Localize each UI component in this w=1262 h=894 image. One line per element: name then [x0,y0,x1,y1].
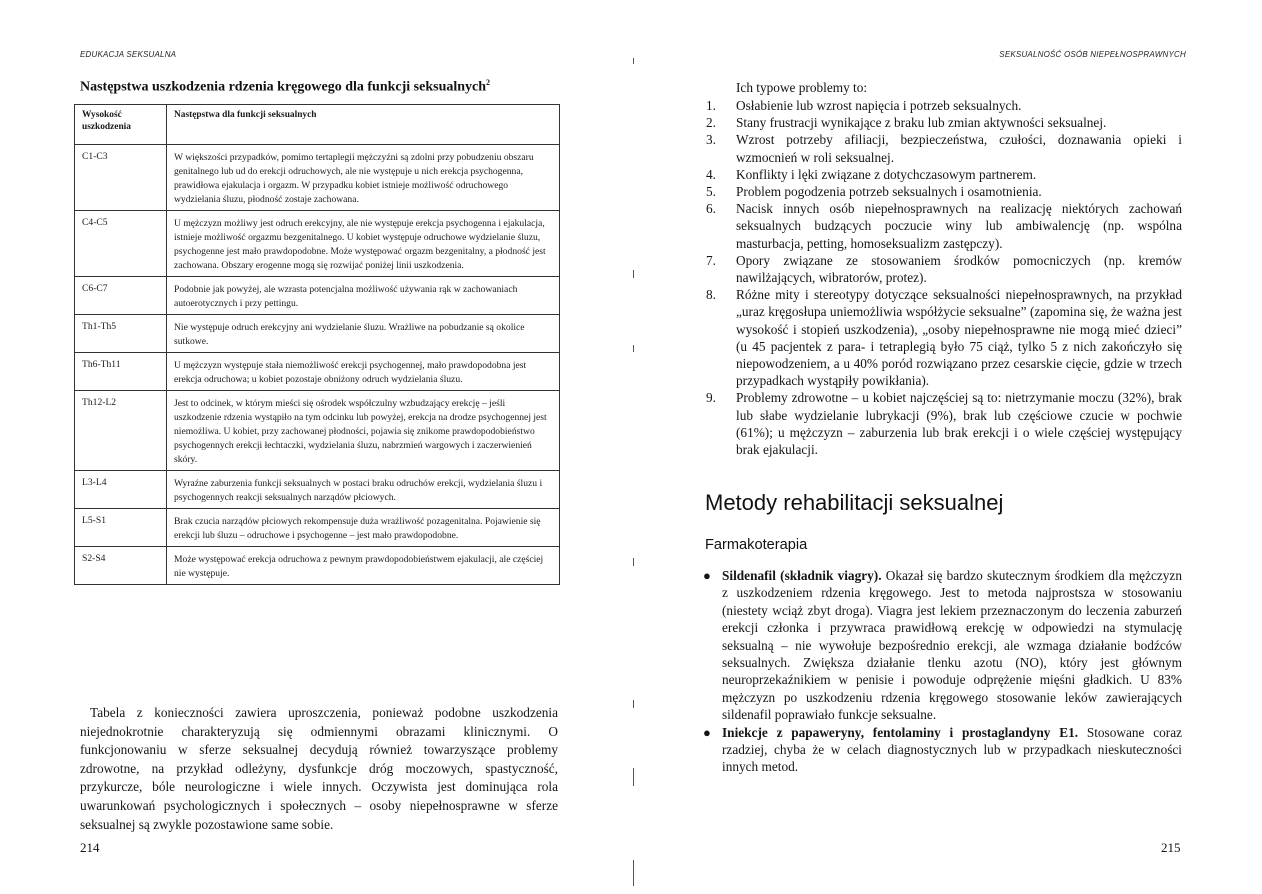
item-lead: Sildenafil (składnik viagry). [722,568,882,583]
list-item [706,200,1182,252]
list-number: 4. [706,166,716,182]
list-number: 1. [706,98,716,113]
gutter-mark [633,700,634,708]
list-item [706,97,1182,114]
gutter-mark [633,768,634,786]
cell-effects: Brak czucia narządów płciowych rekompensuje duża wrażliwość pozagenitalna. Pojawienie się erekcji lub śluzu – odruchowe i psychogenne – jest mało prawdopodobne. [167,509,560,547]
list-number: 5. [706,184,716,200]
header-level: Wysokość uszkodzenia [75,105,167,145]
list-number: 6. [706,201,716,217]
list-text: Problemy zdrowotne – u kobiet najczęściej są to: nietrzymanie moczu (32%), brak lub słabe wydzielanie lubrykacji (9%), brak lub częściowe czucie w pochwie (61%); u mężczyzn – zaburzenia lub brak erekcji i o wiele częściej występujący brak ejakulacji. [736,390,1182,458]
table-row [75,471,560,509]
list-item [706,131,1182,165]
table-row [75,353,560,391]
cell-level: Th12-L2 [75,391,167,471]
list-text: Różne mity i stereotypy dotyczące seksualności niepełnosprawnych, na przykład „uraz kręgosłupa uniemożliwia współżycie seksualne” (zapomina się, że ważna jest wysokość i stopień uszkodzenia), „osoby niepełnosprawne nie mogą mieć dzieci” (u 45 pacjentek z para- i tetraplegią było 75 ciąż, tylko 5 z nich zakończyło się niepowodzeniem, a u 40% poród rozwiązano przez cesarskie cięcie, gdzie w trzech przypadkach wystąpiły powikłania). [736,287,1182,389]
list-number: 2. [706,115,716,131]
list-text: Nacisk innych osób niepełnosprawnych na realizację niektórych zachowań seksualnych budzących poczucie winy lub ambiwalencję (np. wspólna masturbacja, petting, homoseksualizm zastępczy). [736,201,1182,251]
item-text: Okazał się bardzo skutecznym środkiem dla mężczyzn z uszkodzeniem rdzenia kręgowego. Jest to metoda najprostsza w stosowaniu (niestety wciąż zbyt droga). Viagra jest lekiem przeznaczonym do leczenia zaburzeń erekcji członka i przywraca prawidłową erekcję w odpowiedzi na stymulację seksualną – nie wywołuje bezpośrednio erekcji, ale wzmaga działanie bodźców seksualnych. Zwiększa działanie tlenku azotu (NO), który jest głównym neuroprzekaźnikiem w penisie i powoduje odprężenie mięśni gładkich. U 83% mężczyzn po uszkodzeniu rdzenia kręgowego stosowanie leków zawierających sildenafil poprawiało funkcje seksualne. [722,568,1182,723]
item-lead: Iniekcje z papaweryny, fentolaminy i prostaglandyny E1. [722,724,1079,740]
cell-effects: Nie występuje odruch erekcyjny ani wydzielanie śluzu. Wrażliwe na pobudzanie są okolice sutkowe. [167,315,560,353]
header-effects: Następstwa dla funkcji seksualnych [167,105,560,145]
table-row [75,509,560,547]
cell-effects: Jest to odcinek, w którym mieści się ośrodek współczulny wzbudzający erekcję – jeśli uszkodzenie rdzenia wystąpiło na tym odcinku lub powyżej, erekcja na drodze psychogennej jest niemożliwa. U kobiet, przy zachowanej płodności, pojawia się znikome prawdopodobieństwo psychogennych erekcji łechtaczki, wydzielania śluzu, nabrzmień wargowych i zaczerwienień skóry. [167,391,560,471]
list-item [703,724,1182,776]
list-item [706,114,1182,131]
gutter-mark [633,345,634,352]
list-text: Konflikty i lęki związane z dotychczasowym partnerem. [736,166,1037,182]
spinal-injury-table [74,104,560,585]
list-number: 9. [706,390,716,406]
running-head-left: EDUKACJA SEKSUALNA [80,50,177,59]
list-text: Problem pogodzenia potrzeb seksualnych i osamotnienia. [736,184,1042,200]
body-paragraph: Tabela z konieczności zawiera uproszczenia, ponieważ podobne uszkodzenia niejednokrotnie charakteryzują się odmiennymi obrazami klinicznymi. O funkcjonowaniu w sferze seksualnej decydują również towarzyszące problemy zdrowotne, na przykład odleżyny, dysfunkcje dróg moczowych, spastyczność, przykurcze, bóle neurologiczne i wiele innych. Oczywista jest dominująca rola uwarunkowań psychologicznych i społecznych – osoby niepełnosprawne w sferze seksualnej są zwykle pozostawione same sobie. [80,705,558,832]
cell-effects: Podobnie jak powyżej, ale wzrasta potencjalna możliwość używania rąk w zachowaniach autoerotycznych i przy pettingu. [167,277,560,315]
table-row [75,315,560,353]
cell-level: L3-L4 [75,471,167,509]
table-row [75,211,560,277]
table-header-row [75,105,560,145]
cell-effects: U mężczyzn występuje stała niemożliwość erekcji psychogennej, mało prawdopodobna jest erekcja odruchowa; u kobiet pozostaje obniżony odruch wydzielania śluzu. [167,353,560,391]
table-row [75,145,560,211]
running-head-right: SEKSUALNOŚĆ OSÓB NIEPEŁNOSPRAWNYCH [999,50,1186,59]
page-number-right: 215 [1161,840,1181,855]
list-item [706,286,1182,389]
list-item [706,389,1182,458]
gutter-mark [633,860,634,886]
table-title: Następstwa uszkodzenia rdzenia kręgowego dla funkcji seksualnych$^2$ [80,78,491,95]
problems-intro: Ich typowe problemy to: [736,80,868,95]
problems-list [706,97,1182,458]
table-row [75,391,560,471]
cell-level: Th6-Th11 [75,353,167,391]
gutter-mark [633,58,634,64]
list-number: 7. [706,252,716,268]
list-text: Stany frustracji wynikające z braku lub zmian aktywności seksualnej. [736,115,1107,131]
list-item [706,252,1182,286]
section-title: Metody rehabilitacji seksualnej [705,490,1004,515]
cell-level: Th1-Th5 [75,315,167,353]
cell-effects: U mężczyzn możliwy jest odruch erekcyjny, ale nie występuje erekcja psychogenna i ejakulacja, istnieje możliwość orgazmu bezgenitalnego. U kobiet występuje odruchowe wydzielanie śluzu, psychogenne jest mało prawdopodobne. Może występować orgazm bezgenitalny, a płodność jest zachowana. Obszary erogenne mogą się rozwijać poniżej linii uszkodzenia. [167,211,560,277]
list-item [706,166,1182,183]
list-text: Osłabienie lub wzrost napięcia i potrzeb seksualnych. [736,98,1022,113]
bullet-icon: ● [703,724,711,740]
item-text: Stosowane coraz rzadziej, chyba że w celach diagnostycznych lub w przypadkach nieskuteczności innych metod. [722,724,1182,775]
list-number: 3. [706,132,716,148]
page-number-left: 214 [80,840,100,855]
table-title-footnote: 2 [486,78,491,87]
cell-effects: W większości przypadków, pomimo tertaplegii mężczyźni są zdolni przy pobudzeniu obszaru genitalnego lub ud do erekcji odruchowych, ale nie występuje u nich erekcja psychogenna, prawidłowa ejakulacja i orgazm. W przypadku kobiet istnieje możliwość odruchowego wydzielania śluzu, płodność zostaje zachowana. [167,145,560,211]
subsection-title: Farmakoterapia [705,537,808,553]
bullet-icon: ● [703,568,711,583]
table-row [75,277,560,315]
list-item [703,567,1182,724]
list-number: 8. [706,287,716,303]
gutter-mark [633,558,634,566]
pharmacotherapy-list [703,567,1182,776]
cell-level: L5-S1 [75,509,167,547]
cell-effects: Wyraźne zaburzenia funkcji seksualnych w postaci braku odruchów erekcji, wydzielania śluzu i psychogennych reakcji seksualnych narządów płciowych. [167,471,560,509]
cell-level: S2-S4 [75,547,167,585]
cell-level: C6-C7 [75,277,167,315]
gutter-mark [633,270,634,278]
table-row [75,547,560,585]
cell-level: C1-C3 [75,145,167,211]
cell-effects: Może występować erekcja odruchowa z pewnym prawdopodobieństwem ejakulacji, ale częściej nie występuje. [167,547,560,585]
list-item [706,183,1182,200]
cell-level: C4-C5 [75,211,167,277]
list-text: Opory związane ze stosowaniem środków pomocniczych (np. kremów nawilżających, wibratorów, protez). [736,252,1182,286]
list-text: Wzrost potrzeby afiliacji, bezpieczeństwa, czułości, doznawania opieki i wzmocnień w roli seksualnej. [736,132,1182,165]
